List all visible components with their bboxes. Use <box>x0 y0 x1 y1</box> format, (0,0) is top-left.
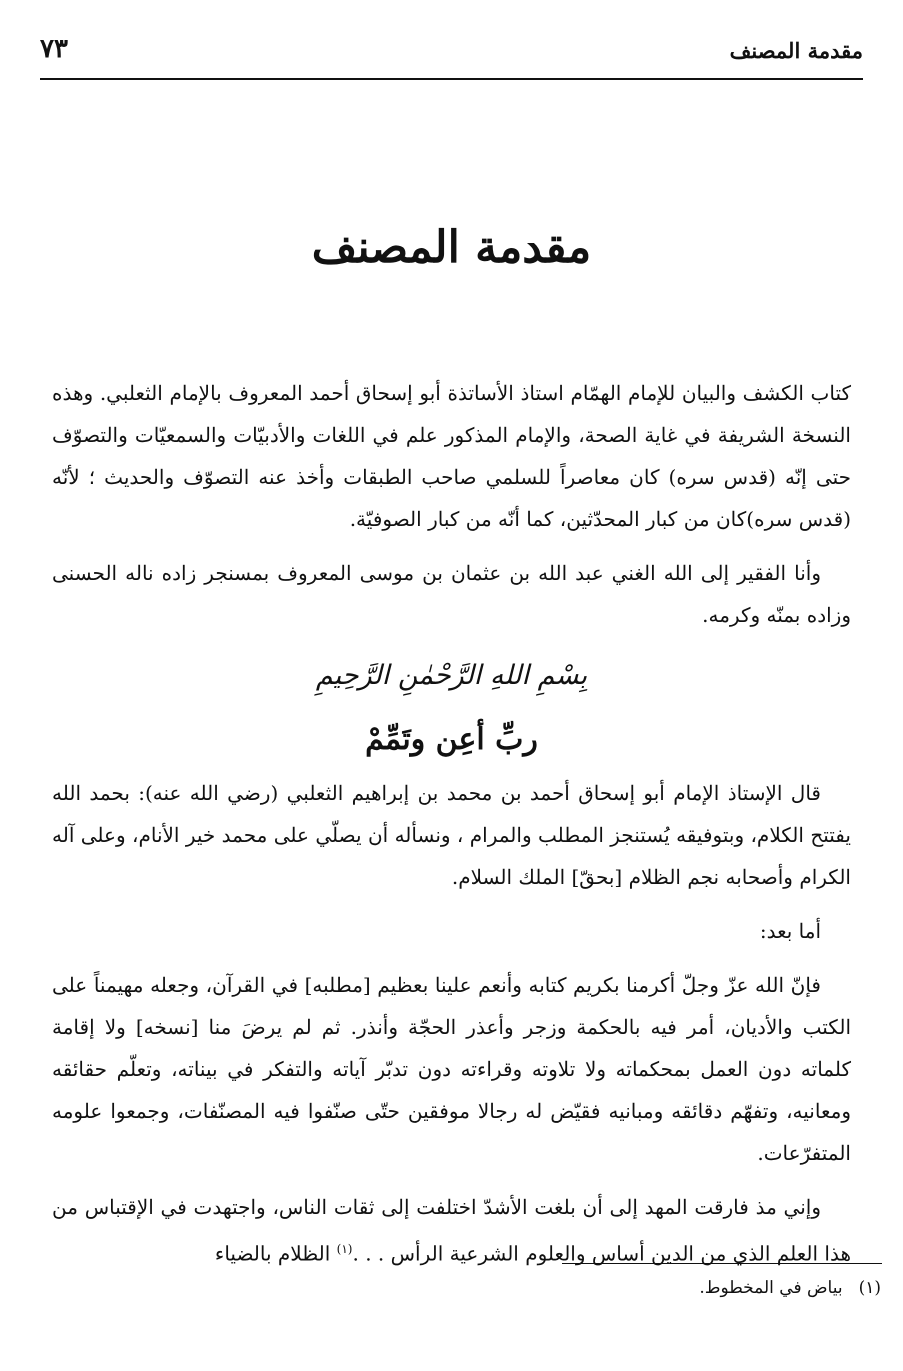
footnote <box>699 1278 881 1298</box>
chapter-title: مقدمة المصنف <box>311 222 592 273</box>
footnote-reference[interactable]: (١) <box>336 1242 353 1256</box>
intro-paragraph-1: كتاب الكشف والبيان للإمام الهمّام استاذ الأساتذة أبو إسحاق أحمد المعروف بالإمام الثعلبي. وهذه النسخة الشريفة في غاية الصحة، والإمام المذكور علم في اللغات والأدبيّات والسمعيّات والتصوّف حتى إنّه (قدس سره) كان معاصراً للسلمي صاحب الطبقات وأخذ عنه التصوّف والحديث ؛ لأنّه (قدس سره)كان من كبار المحدّثين، كما أنّه من كبار الصوفيّة. <box>52 381 851 531</box>
footnote-divider <box>562 1263 882 1264</box>
footnote-text: بياض في المخطوط. <box>699 1278 843 1298</box>
basmala-calligraphy: بِسْمِ اللهِ الرَّحْمٰنِ الرَّحِيمِ <box>315 660 588 691</box>
intro-paragraph-2: وأنا الفقير إلى الله الغني عبد الله بن عثمان بن موسى المعروف بمسنجر زاده ناله الحسنى وزاده بمنّه وكرمه. <box>52 561 851 627</box>
body-paragraph-4-tail: الظلام بالضياء <box>214 1241 331 1266</box>
running-header-title: مقدمة المصنف <box>729 38 863 63</box>
body-paragraph-4 <box>52 1186 851 1275</box>
invocation-heading: ربِّ أعِن وتَمِّمْ <box>365 722 538 757</box>
body-paragraph-4-text: وإني مذ فارقت المهد إلى أن بلغت الأشدّ اختلفت إلى ثقات الناس، واجتهدت في الإقتباس من هذا العلم الذي من الدين أساس والعلوم الشرعية الرأس . . . <box>52 1195 851 1266</box>
body-paragraph-1: قال الإستاذ الإمام أبو إسحاق أحمد بن محمد بن إبراهيم الثعلبي (رضي الله عنه): بحمد الله يفتتح الكلام، وبتوفيقه يُستنجز المطلب والمرام ، ونسأله أن يصلّي على محمد خير الأنام، وعلى آله الكرام وأصحابه نجم الظلام [بحقّ] الملك السلام. <box>52 781 851 889</box>
body-paragraph-3: فإنّ الله عزّ وجلّ أكرمنا بكريم كتابه وأنعم علينا بعظيم [مطلبه] في القرآن، وجعله مهيمناً على الكتب والأديان، أمر فيه بالحكمة وزجر وأعذر الحجّة وأنذر. ثم لم يرضَ منا [نسخه] ولا إقامة كلماته دون العمل بمحكماته ولا تلاوته وقراءته دون تدبّر آياته والتفكر في بيناته، وتعلّم حقائقه ومعانيه، وتفهّم دقائقه ومبانيه فقيّض له رجالا موفقين حتّى صنّفوا فيه المصنّفات، وجمعوا علومه المتفرّعات. <box>52 973 851 1165</box>
body-section <box>52 772 851 1287</box>
footnote-marker: (١) <box>858 1278 881 1298</box>
body-paragraph-2: أما بعد: <box>759 919 821 943</box>
running-header <box>40 30 863 80</box>
page-number: ٧٣ <box>40 34 68 64</box>
intro-section <box>52 372 851 648</box>
